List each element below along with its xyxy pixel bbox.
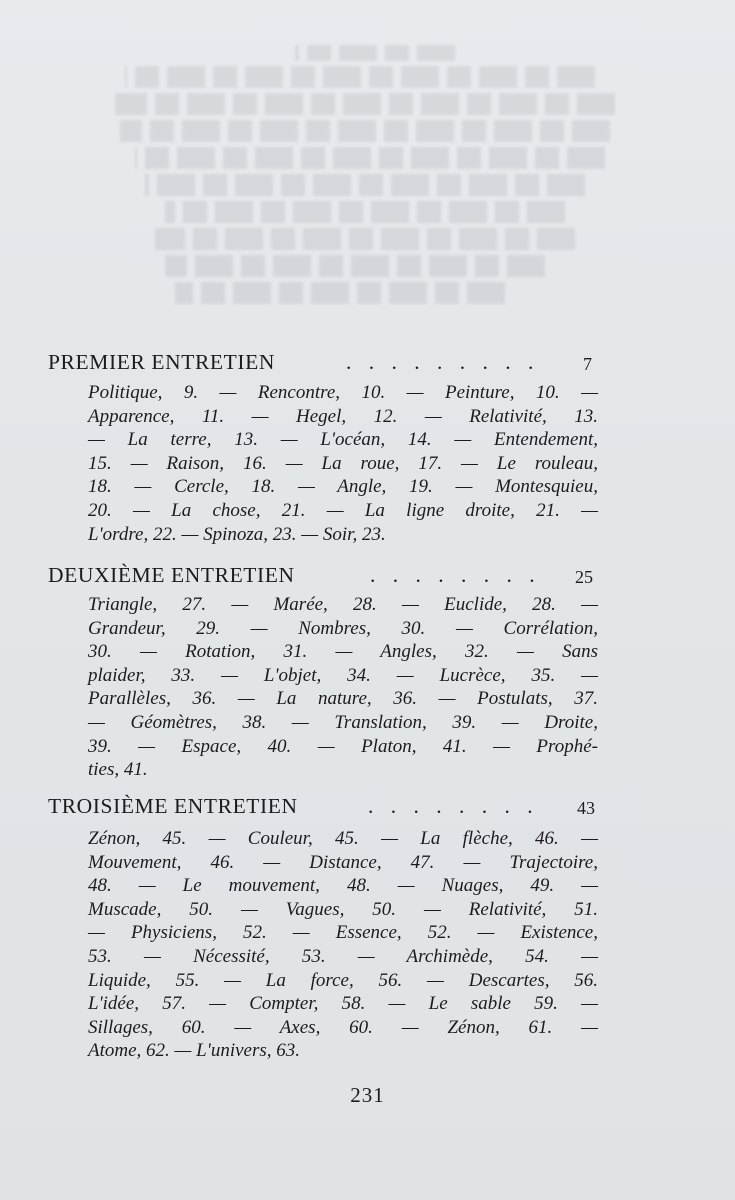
toc-section-header	[48, 563, 608, 591]
entry-line: Mouvement, 46. — Distance, 47. — Trajectoire,	[88, 851, 598, 873]
entry-line: Politique, 9. — Rencontre, 10. — Peinture, 10. —	[88, 382, 598, 403]
page-number: 7	[583, 354, 592, 374]
entry-line: L'ordre, 22. — Spinoza, 23. — Soir, 23.	[88, 523, 386, 545]
page-number: 43	[577, 798, 595, 818]
entry-line: Parallèles, 36. — La nature, 36. — Postulats, 37.	[88, 688, 598, 710]
show-through-text	[95, 40, 655, 340]
page-folio: 231	[350, 1083, 385, 1107]
entry-line: Apparence, 11. — Hegel, 12. — Relativité, 13.	[88, 405, 598, 427]
entry-line: ties, 41.	[88, 759, 148, 781]
toc-section-header	[48, 350, 608, 378]
entry-line: Atome, 62. — L'univers, 63.	[88, 1040, 300, 1062]
page-number: 25	[575, 567, 593, 587]
entry-line: 39. — Espace, 40. — Platon, 41. — Prophé-	[88, 735, 598, 757]
toc-section-deuxieme	[48, 563, 608, 781]
entry-line: Triangle, 27. — Marée, 28. — Euclide, 28. —	[88, 594, 598, 615]
entry-line: — Géomètres, 38. — Translation, 39. — Droite,	[88, 711, 598, 733]
entry-line: 48. — Le mouvement, 48. — Nuages, 49. —	[88, 875, 598, 897]
entry-line: — Physiciens, 52. — Essence, 52. — Existence,	[88, 922, 598, 944]
section-title: TROISIÈME ENTRETIEN	[48, 794, 298, 818]
entry-line: plaider, 33. — L'objet, 34. — Lucrèce, 35. —	[88, 664, 598, 686]
section-entries	[88, 593, 598, 782]
entry-line: 30. — Rotation, 31. — Angles, 32. — Sans	[88, 641, 598, 663]
section-title: DEUXIÈME ENTRETIEN	[48, 563, 295, 587]
entry-line: 20. — La chose, 21. — La ligne droite, 21. —	[88, 499, 598, 521]
toc-section-header	[48, 794, 608, 822]
toc-section-premier	[48, 350, 608, 545]
entry-line: 15. — Raison, 16. — La roue, 17. — Le rouleau,	[88, 452, 598, 474]
section-title: PREMIER ENTRETIEN	[48, 350, 275, 374]
section-entries	[88, 827, 598, 1063]
section-entries	[88, 381, 598, 546]
entry-line: Muscade, 50. — Vagues, 50. — Relativité, 51.	[88, 898, 598, 920]
leader-dots: . . . . . . . . .	[346, 350, 540, 374]
entry-line: Liquide, 55. — La force, 56. — Descartes, 56.	[88, 969, 598, 991]
leader-dots: . . . . . . . .	[368, 794, 539, 818]
entry-line: Zénon, 45. — Couleur, 45. — La flèche, 46. —	[88, 828, 598, 849]
entry-line: Sillages, 60. — Axes, 60. — Zénon, 61. —	[88, 1016, 598, 1038]
entry-line: 18. — Cercle, 18. — Angle, 19. — Montesquieu,	[88, 476, 598, 498]
entry-line: L'idée, 57. — Compter, 58. — Le sable 59. —	[88, 993, 598, 1015]
toc-section-troisieme	[48, 794, 608, 1062]
leader-dots: . . . . . . . .	[370, 563, 541, 587]
entry-line: — La terre, 13. — L'océan, 14. — Entendement,	[88, 429, 598, 451]
entry-line: Grandeur, 29. — Nombres, 30. — Corrélation,	[88, 617, 598, 639]
entry-line: 53. — Nécessité, 53. — Archimède, 54. —	[88, 945, 598, 967]
